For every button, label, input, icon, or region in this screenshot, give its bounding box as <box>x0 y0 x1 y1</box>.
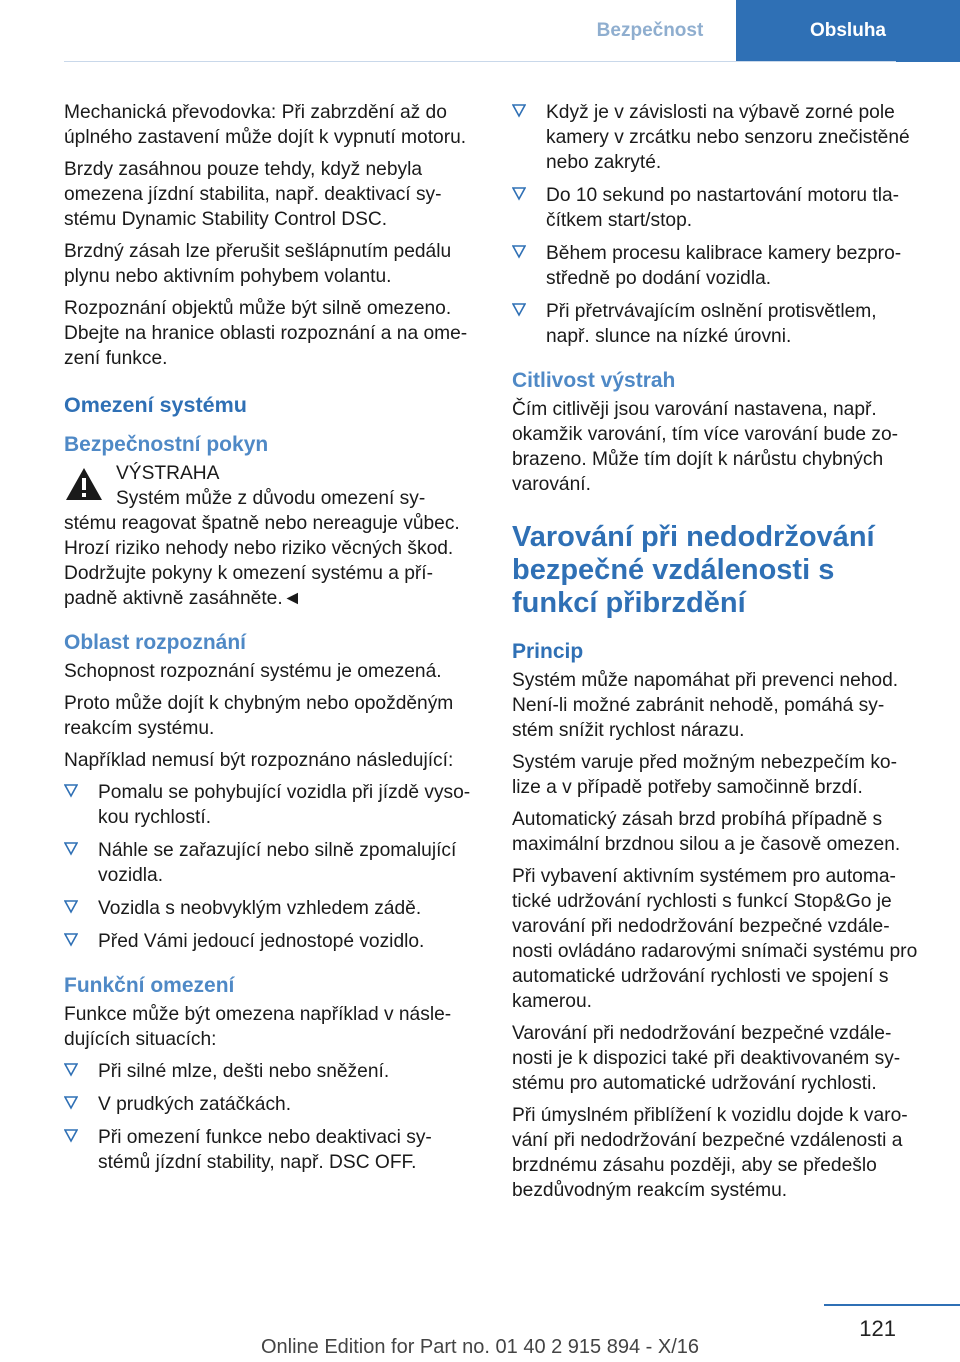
paragraph: Systém varuje před možným nebezpečím ko-lize a v případě potřeby samočinně brzdí. <box>512 752 897 798</box>
warning-lead: Systém může z důvodu omezení sy- <box>116 488 426 509</box>
subsection-heading: Oblast rozpoznání <box>64 631 247 654</box>
paragraph: Systém může napomáhat při prevenci nehod. Není-li možné zabránit nehodě, pomáhá sy-stém snížit rychlost nárazu. <box>512 670 899 741</box>
triangle-right-icon <box>64 842 78 856</box>
list-item: Při silné mlze, dešti nebo sněžení. <box>64 1059 476 1084</box>
warning-text: stému reagovat špatně nebo nereaguje vůbec. Hrozí riziko nehody nebo riziko věcných škod. Dodržujte pokyny k omezení systému a pří-padně aktivně zasáhněte.◄ <box>64 513 460 609</box>
left-column <box>64 100 476 1183</box>
bullet-list <box>512 100 924 349</box>
paragraph: Funkce může být omezena například v násle-dujících situacích: <box>64 1004 452 1050</box>
paragraph: Při úmyslném přiblížení k vozidlu dojde k varo-vání při nedodržování bezpečné vzdálenosti a brzdnému zásahu později, aby se předešlo bezdůvodným reakcím systému. <box>512 1105 908 1201</box>
list-item: Pomalu se pohybující vozidla při jízdě vyso-kou rychlostí. <box>64 780 476 830</box>
subsection-heading: Citlivost výstrah <box>512 369 676 392</box>
page-header <box>564 0 960 62</box>
bullet-list <box>64 1059 476 1175</box>
footer-divider <box>824 1304 960 1306</box>
list-item: Před Vámi jedoucí jednostopé vozidlo. <box>64 929 476 954</box>
triangle-right-icon <box>512 245 526 259</box>
list-item: Náhle se zařazující nebo silně zpomalující vozidla. <box>64 838 476 888</box>
paragraph: Brzdný zásah lze přerušit sešlápnutím pedálu plynu nebo aktivním pohybem volantu. <box>64 241 452 287</box>
right-column <box>512 100 924 1210</box>
list-item: Když je v závislosti na výbavě zorné pole kamery v zrcátku nebo senzoru znečistěné nebo zakryté. <box>512 100 924 175</box>
list-item: Při přetrvávajícím oslnění protisvětlem, např. slunce na nízké úrovni. <box>512 299 924 349</box>
section-tab: Bezpečnost <box>596 20 704 41</box>
bullet-list <box>64 780 476 954</box>
section-heading: Omezení systému <box>64 393 247 417</box>
subsection-heading: Bezpečnostní pokyn <box>64 433 269 456</box>
triangle-right-icon <box>512 303 526 317</box>
triangle-right-icon <box>64 933 78 947</box>
header-divider <box>64 61 896 62</box>
warning-triangle-icon <box>64 465 104 503</box>
paragraph: Rozpoznání objektů může být silně omezeno. Dbejte na hranice oblasti rozpoznání a na ome-zení funkce. <box>64 298 468 369</box>
triangle-right-icon <box>512 187 526 201</box>
triangle-right-icon <box>512 104 526 118</box>
paragraph: Při vybavení aktivním systémem pro automa-tické udržování rychlosti s funkcí Stop&Go je varování při nedodržování bezpečné vzdále-nosti ovládáno radarovými snímači systému pro automatické udržování rychlosti ve spojení s kamerou. <box>512 866 918 1012</box>
paragraph: Například nemusí být rozpoznáno následující: <box>64 750 454 771</box>
paragraph: Mechanická převodovka: Při zabrzdění až do úplného zastavení může dojít k vypnutí motoru. <box>64 102 467 148</box>
paragraph: Proto může dojít k chybným nebo opožděným reakcím systému. <box>64 693 454 739</box>
warning-box <box>64 461 476 611</box>
list-item: Vozidla s neobvyklým vzhledem zádě. <box>64 896 476 921</box>
chapter-tab: Obsluha <box>736 0 960 62</box>
subsection-heading: Funkční omezení <box>64 974 235 997</box>
triangle-right-icon <box>64 1129 78 1143</box>
list-item: Při omezení funkce nebo deaktivaci sy-stémů jízdní stability, např. DSC OFF. <box>64 1125 476 1175</box>
page-number: 121 <box>859 1316 896 1341</box>
subsection-heading: Princip <box>512 640 584 663</box>
paragraph: Brzdy zasáhnou pouze tehdy, když nebyla omezena jízdní stabilita, např. deaktivací sy-stému Dynamic Stability Control DSC. <box>64 159 442 230</box>
edition-footer: Online Edition for Part no. 01 40 2 915 894 - X/16 <box>260 1336 700 1358</box>
paragraph: Čím citlivěji jsou varování nastavena, např. okamžik varování, tím více varování bude zo-brazeno. Může tím dojít k nárůstu chybných varování. <box>512 399 899 495</box>
list-item: Do 10 sekund po nastartování motoru tla-čítkem start/stop. <box>512 183 924 233</box>
paragraph: Automatický zásah brzd probíhá případně s maximální brzdnou silou a je časově omezen. <box>512 809 901 855</box>
warning-title: VÝSTRAHA <box>116 463 220 484</box>
paragraph: Varování při nedodržování bezpečné vzdále-nosti je k dispozici také při deaktivovaném sy-stému pro automatické udržování rychlosti. <box>512 1023 901 1094</box>
triangle-right-icon <box>64 900 78 914</box>
list-item: Během procesu kalibrace kamery bezpro-středně po dodání vozidla. <box>512 241 924 291</box>
triangle-right-icon <box>64 1063 78 1077</box>
triangle-right-icon <box>64 1096 78 1110</box>
paragraph: Schopnost rozpoznání systému je omezená. <box>64 661 442 682</box>
triangle-right-icon <box>64 784 78 798</box>
chapter-heading: Varování při nedodržování bezpečné vzdálenosti s funkcí přibrzdění <box>512 521 875 619</box>
list-item: V prudkých zatáčkách. <box>64 1092 476 1117</box>
